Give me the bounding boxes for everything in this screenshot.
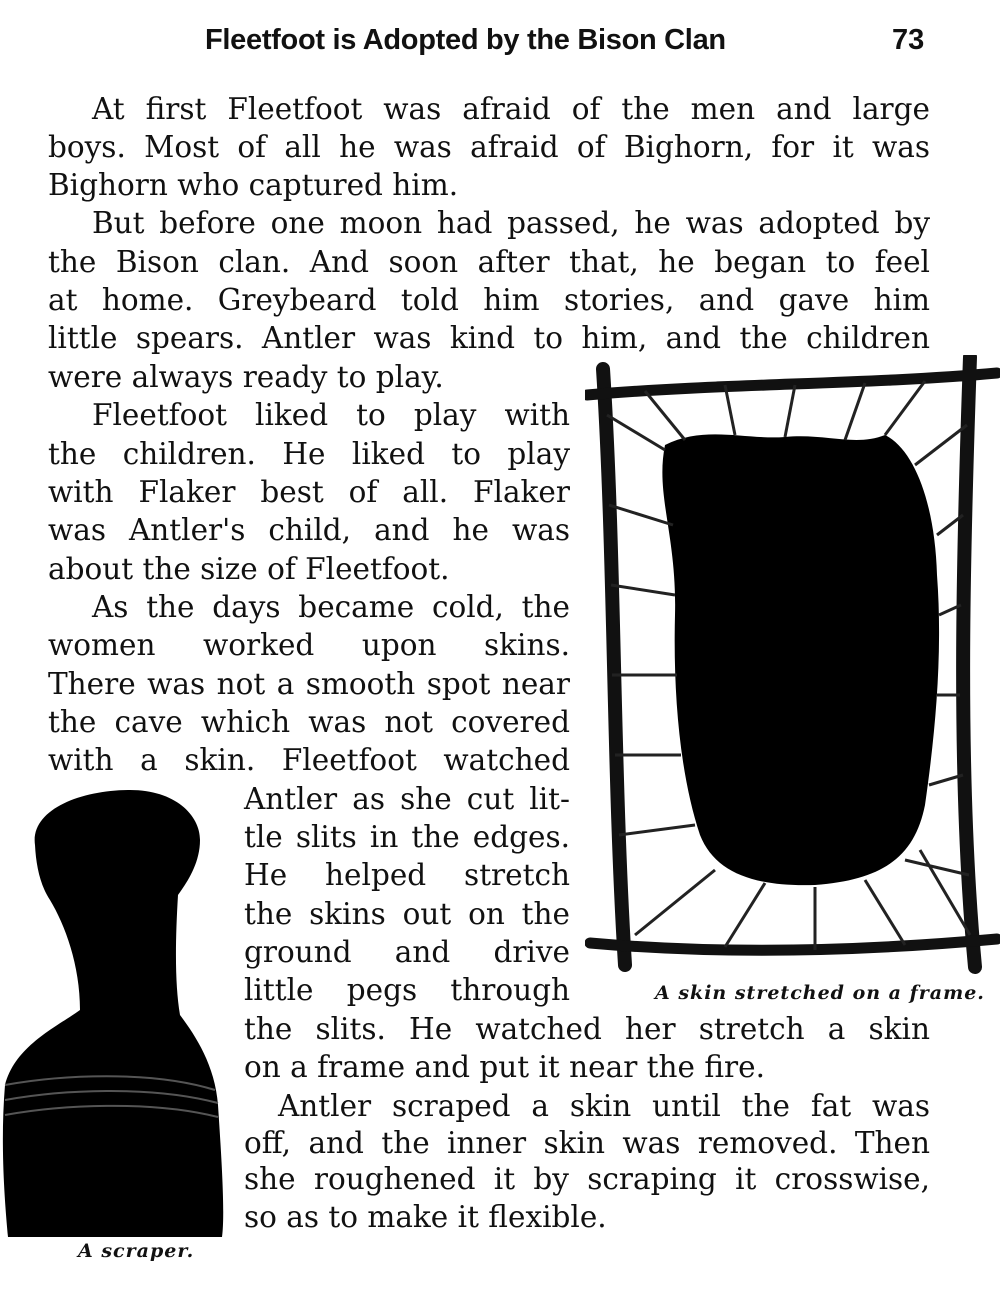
text-line: off, and the inner skin was removed. Then	[244, 1126, 930, 1160]
running-header	[0, 24, 1000, 64]
text-line: at home. Greybeard told him stories, and gave him	[48, 283, 930, 317]
skin-frame-illustration	[585, 355, 1000, 980]
text-line: about the size of Fleetfoot.	[48, 552, 450, 586]
text-line: the skins out on the	[244, 897, 570, 931]
text-line: Antler scraped a skin until the fat was	[278, 1089, 930, 1123]
text-line: Bighorn who captured him.	[48, 168, 459, 202]
text-line: was Antler's child, and he was	[48, 513, 570, 547]
text-line: tle slits in the edges.	[244, 820, 570, 854]
text-line: little spears. Antler was kind to him, and the children	[48, 321, 930, 355]
text-line: But before one moon had passed, he was adopted by	[92, 206, 930, 240]
running-title: Fleetfoot is Adopted by the Bison Clan	[205, 24, 726, 56]
page-number: 73	[892, 24, 925, 56]
text-line: the cave which was not covered	[48, 705, 570, 739]
text-line: Fleetfoot liked to play with	[92, 398, 570, 432]
text-line: the children. He liked to play	[48, 437, 570, 471]
text-line: so as to make it flexible.	[244, 1200, 607, 1234]
text-line: Antler as she cut lit-	[244, 782, 570, 816]
text-line: There was not a smooth spot near	[48, 667, 570, 701]
text-line: were always ready to play.	[48, 360, 444, 394]
text-line: on a frame and put it near the fire.	[244, 1050, 765, 1084]
text-line: she roughened it by scraping it crosswise,	[244, 1162, 930, 1196]
text-line: the slits. He watched her stretch a skin	[244, 1012, 930, 1046]
frame-caption: A skin stretched on a frame.	[655, 982, 985, 1004]
text-line: with a skin. Fleetfoot watched	[48, 743, 570, 777]
text-line: As the days became cold, the	[92, 590, 570, 624]
text-line: the Bison clan. And soon after that, he began to feel	[48, 245, 930, 279]
text-line: boys. Most of all he was afraid of Bighorn, for it was	[48, 130, 930, 164]
text-line: little pegs through	[244, 973, 570, 1007]
scraper-illustration	[0, 785, 235, 1240]
text-line: women worked upon skins.	[48, 628, 570, 662]
text-line: ground and drive	[244, 935, 570, 969]
text-line: with Flaker best of all. Flaker	[48, 475, 570, 509]
text-line: He helped stretch	[244, 858, 570, 892]
text-line: At first Fleetfoot was afraid of the men and large	[92, 92, 930, 126]
scraper-caption: A scraper.	[78, 1240, 195, 1262]
